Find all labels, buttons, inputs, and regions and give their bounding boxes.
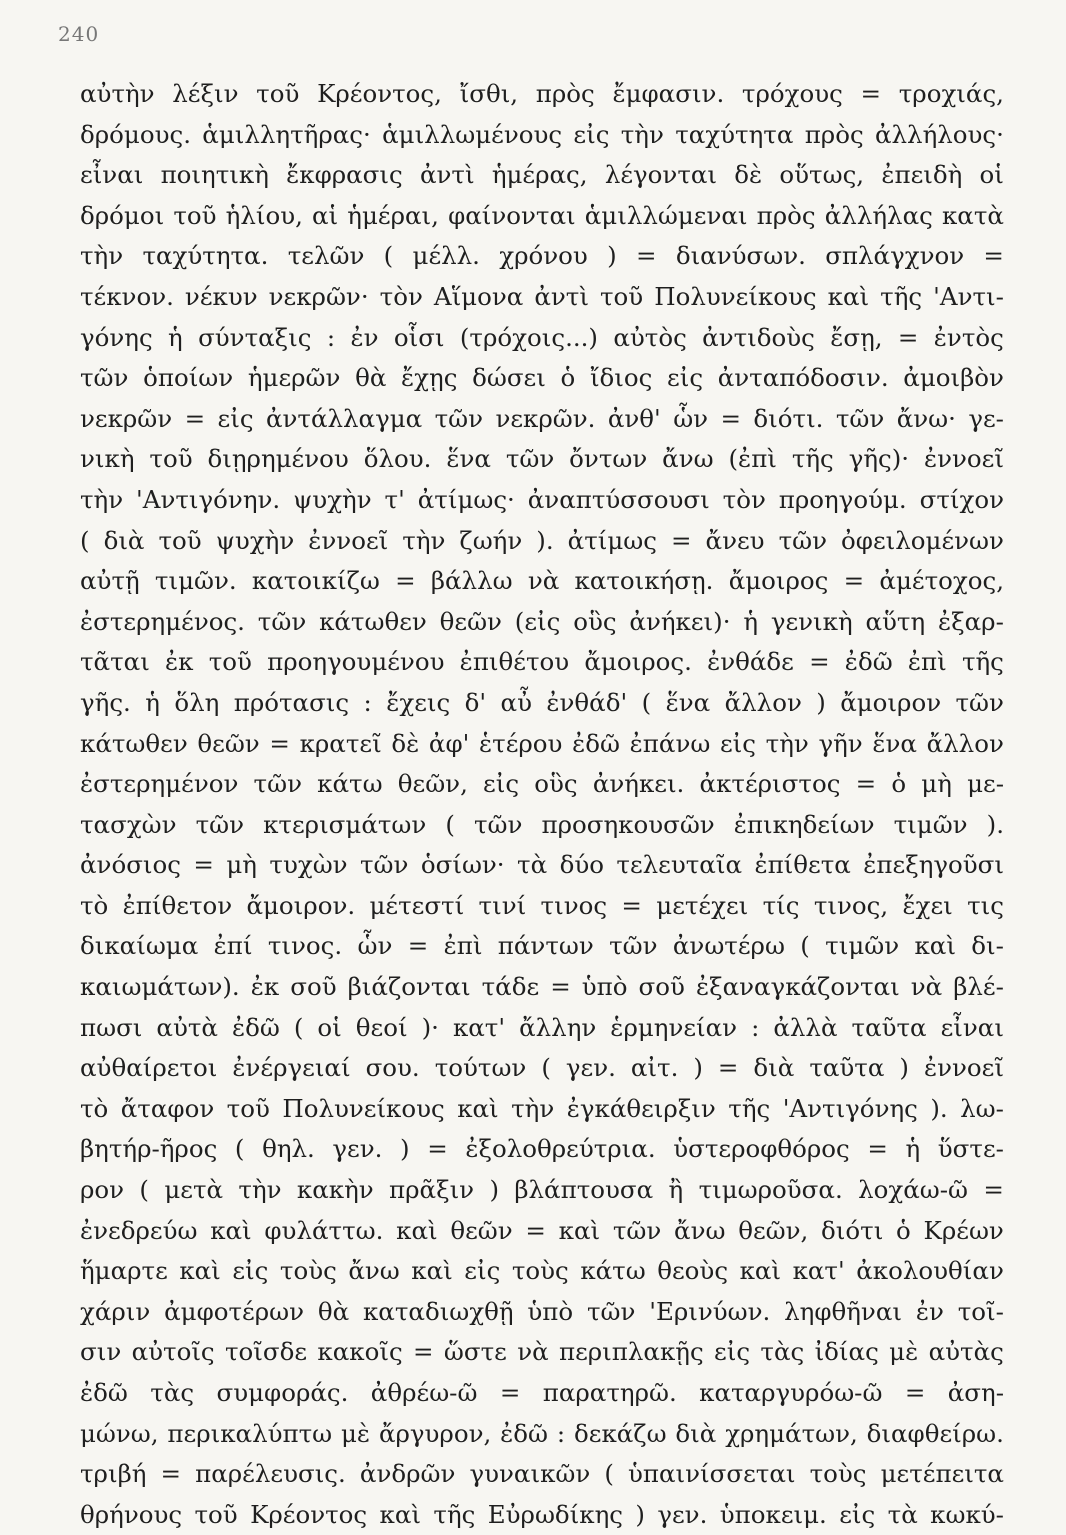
text-line: δικαίωμα ἐπί τινος. ὧν = ἐπὶ πάντων τῶν ἀνωτέρω ( τιμῶν καὶ δι-: [80, 931, 1004, 961]
text-line: χάριν ἀμφοτέρων θὰ καταδιωχθῇ ὑπὸ τῶν 'Ερινύων. ληφθῆναι ἐν τοῖ-: [80, 1296, 1004, 1326]
text-line: αὐτὴν λέξιν τοῦ Κρέοντος, ἴσθι, πρὸς ἔμφασιν. τρόχους = τροχιάς,: [80, 79, 1004, 108]
text-line: νεκρῶν = εἰς ἀντάλλαγμα τῶν νεκρῶν. ἀνθ' ὧν = διότι. τῶν ἄνω· γε-: [80, 403, 1004, 433]
text-line: τὴν 'Αντιγόνην. ψυχὴν τ' ἀτίμως· ἀναπτύσσουσι τὸν προηγούμ. στίχον: [80, 484, 1004, 514]
text-line: δρόμους. ἁμιλλητῆρας· ἁμιλλωμένους εἰς τὴν ταχύτητα πρὸς ἀλλήλους·: [80, 119, 1004, 149]
text-line: νικὴ τοῦ διῃρημένου ὅλου. ἕνα τῶν ὄντων ἄνω (ἐπὶ τῆς γῆς)· ἐννοεῖ: [80, 444, 1004, 474]
text-line: ἐδῶ τὰς συμφοράς. ἀθρέω-ῶ = παρατηρῶ. καταργυρόω-ῶ = ἀση-: [80, 1378, 1004, 1407]
text-line: δρόμοι τοῦ ἡλίου, αἱ ἡμέραι, φαίνονται ἁμιλλώμεναι πρὸς ἀλλήλας κατὰ: [80, 200, 1004, 230]
text-line: ἐνεδρεύω καὶ φυλάττω. καὶ θεῶν = καὶ τῶν ἄνω θεῶν, διότι ὁ Κρέων: [80, 1215, 1004, 1245]
body-text: [80, 74, 1004, 1535]
text-line: γόνης ἡ σύνταξις : ἐν οἷσι (τρόχοις...) αὐτὸς ἀντιδοὺς ἔσῃ, = ἐντὸς: [80, 322, 1004, 352]
text-line: βητήρ-ῆρος ( θηλ. γεν. ) = ἐξολοθρεύτρια. ὑστεροφθόρος = ἡ ὕστε-: [80, 1134, 1004, 1164]
text-line: γῆς. ἡ ὅλη πρότασις : ἔχεις δ' αὖ ἐνθάδ' ( ἕνα ἄλλον ) ἄμοιρον τῶν: [80, 687, 1004, 717]
text-line: πωσι αὐτὰ ἐδῶ ( οἱ θεοί )· κατ' ἄλλην ἑρμηνείαν : ἀλλὰ ταῦτα εἶναι: [80, 1012, 1004, 1042]
text-line: τέκνον. νέκυν νεκρῶν· τὸν Αἵμονα ἀντὶ τοῦ Πολυνείκους καὶ τῆς 'Αντι-: [80, 281, 1004, 311]
text-line: τῶν ὁποίων ἡμερῶν θὰ ἔχῃς δώσει ὁ ἴδιος εἰς ἀνταπόδοσιν. ἀμοιβὸν: [80, 363, 1004, 393]
text-line: αὐθαίρετοι ἐνέργειαί σου. τούτων ( γεν. αἰτ. ) = διὰ ταῦτα ) ἐννοεῖ: [80, 1053, 1004, 1083]
text-line: τασχὼν τῶν κτερισμάτων ( τῶν προσηκουσῶν ἐπικηδείων τιμῶν ).: [80, 809, 1004, 839]
text-line: αὐτῇ τιμῶν. κατοικίζω = βάλλω νὰ κατοικήσῃ. ἄμοιρος = ἀμέτοχος,: [80, 566, 1004, 596]
text-line: ( διὰ τοῦ ψυχὴν ἐννοεῖ τὴν ζωήν ). ἀτίμως = ἄνευ τῶν ὀφειλομένων: [80, 525, 1004, 555]
text-line: τὴν ταχύτητα. τελῶν ( μέλλ. χρόνου ) = διανύσων. σπλάγχνον =: [80, 241, 1004, 271]
text-line: τὸ ἄταφον τοῦ Πολυνείκους καὶ τὴν ἐγκάθειρξιν τῆς 'Αντιγόνης ). λω-: [80, 1093, 1004, 1123]
text-line: καιωμάτων). ἐκ σοῦ βιάζονται τάδε = ὑπὸ σοῦ ἐξαναγκάζονται νὰ βλέ-: [80, 972, 1004, 1002]
text-line: τὸ ἐπίθετον ἄμοιρον. μέτεστί τινί τινος = μετέχει τίς τινος, ἔχει τις: [80, 890, 1004, 920]
text-line: τᾶται ἐκ τοῦ προηγουμένου ἐπιθέτου ἄμοιρος. ἐνθάδε = ἐδῶ ἐπὶ τῆς: [80, 647, 1004, 677]
text-line: εἶναι ποιητικὴ ἔκφρασις ἀντὶ ἡμέρας, λέγονται δὲ οὕτως, ἐπειδὴ οἱ: [80, 160, 1004, 190]
text-line: ἐστερημένος. τῶν κάτωθεν θεῶν (εἰς οὓς ἀνήκει)· ἡ γενικὴ αὕτη ἐξαρ-: [80, 606, 1004, 636]
text-line: κάτωθεν θεῶν = κρατεῖ δὲ ἀφ' ἑτέρου ἐδῶ ἐπάνω εἰς τὴν γῆν ἕνα ἄλλον: [80, 728, 1004, 758]
text-line: ἥμαρτε καὶ εἰς τοὺς ἄνω καὶ εἰς τοὺς κάτω θεοὺς καὶ κατ' ἀκολουθίαν: [80, 1256, 1004, 1286]
text-line: τριβή = παρέλευσις. ἀνδρῶν γυναικῶν ( ὑπαινίσσεται τοὺς μετέπειτα: [80, 1459, 1004, 1489]
page-number: 240: [58, 22, 100, 46]
text-line: ἀνόσιος = μὴ τυχὼν τῶν ὁσίων· τὰ δύο τελευταῖα ἐπίθετα ἐπεξηγοῦσι: [80, 850, 1004, 880]
text-line: θρήνους τοῦ Κρέοντος καὶ τῆς Εὐρωδίκης ) γεν. ὑποκειμ. εἰς τὰ κωκύ-: [80, 1499, 1004, 1529]
text-line: ἐστερημένον τῶν κάτω θεῶν, εἰς οὓς ἀνήκει. ἀκτέριστος = ὁ μὴ με-: [80, 769, 1004, 799]
text-line: μώνω, περικαλύπτω μὲ ἄργυρον, ἐδῶ : δεκάζω διὰ χρημάτων, διαφθείρω.: [80, 1418, 1004, 1448]
text-line: ρον ( μετὰ τὴν κακὴν πρᾶξιν ) βλάπτουσα ἢ τιμωροῦσα. λοχάω-ῶ =: [80, 1175, 1004, 1205]
text-line: σιν αὐτοῖς τοῖσδε κακοῖς = ὥστε νὰ περιπλακῇς εἰς τὰς ἰδίας μὲ αὐτὰς: [80, 1337, 1004, 1367]
